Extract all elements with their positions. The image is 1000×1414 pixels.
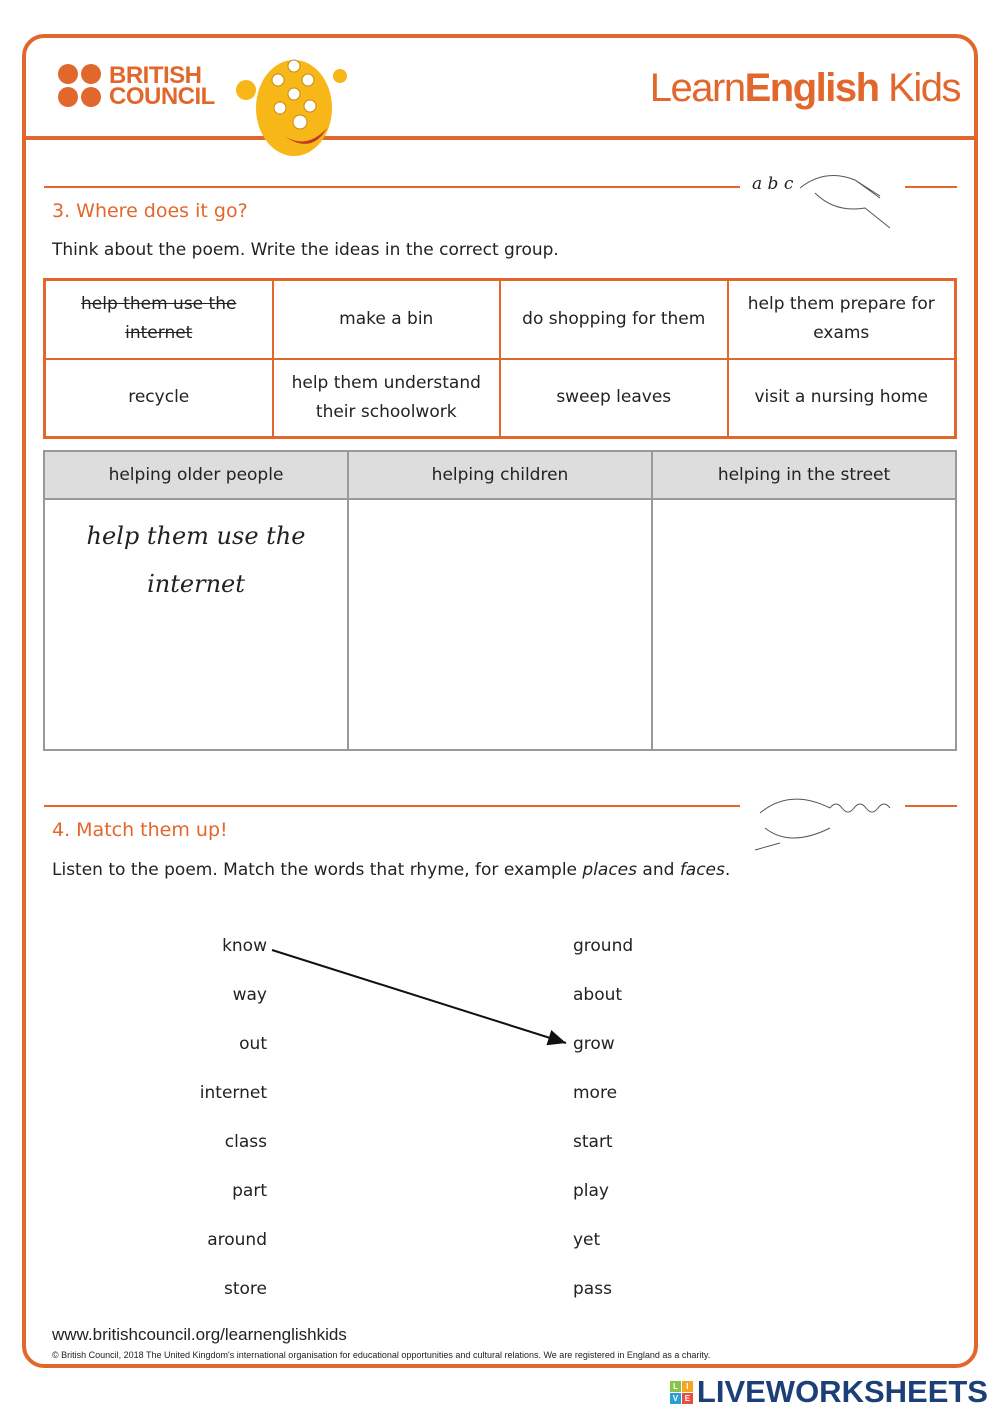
ideas-grid: [43, 278, 957, 439]
category-header: helping children: [348, 451, 652, 499]
live-icon: L I V E: [670, 1381, 693, 1404]
idea-card[interactable]: visit a nursing home: [728, 359, 956, 438]
header-divider: [24, 136, 976, 140]
writing-hand-squiggle-icon: [750, 788, 900, 858]
footer-url[interactable]: www.britishcouncil.org/learnenglishkids: [52, 1325, 347, 1344]
idea-card[interactable]: make a bin: [273, 280, 501, 359]
category-dropzone-older-people[interactable]: [44, 499, 348, 750]
section3-divider-right: [905, 186, 957, 188]
abc-handwriting: a b c: [752, 174, 794, 194]
section3-instruction: Think about the poem. Write the ideas in the correct group.: [52, 240, 559, 260]
match-left-word[interactable]: know: [222, 936, 267, 956]
match-right-word[interactable]: start: [573, 1132, 613, 1152]
section4-divider: [44, 805, 740, 807]
answer-text: help them use the internet: [86, 522, 306, 598]
match-left-word[interactable]: part: [232, 1181, 267, 1201]
section3-divider: [44, 186, 740, 188]
idea-card[interactable]: help them understand their schoolwork: [273, 359, 501, 438]
match-right-word[interactable]: play: [573, 1181, 609, 1201]
brand-line1: BRITISH: [109, 61, 202, 89]
idea-card[interactable]: help them use the internet: [45, 280, 273, 359]
idea-card[interactable]: help them prepare for exams: [728, 280, 956, 359]
match-left-word[interactable]: store: [224, 1279, 267, 1299]
category-dropzone-street[interactable]: [652, 499, 956, 750]
section4-divider-right: [905, 805, 957, 807]
match-right-word[interactable]: grow: [573, 1034, 615, 1054]
idea-card[interactable]: recycle: [45, 359, 273, 438]
match-right-word[interactable]: pass: [573, 1279, 612, 1299]
footer-copyright: © British Council, 2018 The United Kingdom's international organisation for educational opportunities and cultural relations. We are registered in England as a charity.: [52, 1350, 711, 1360]
match-right-word[interactable]: more: [573, 1083, 618, 1103]
match-left-word[interactable]: way: [232, 985, 267, 1005]
match-right-word[interactable]: about: [573, 985, 623, 1005]
category-header: helping in the street: [652, 451, 956, 499]
idea-card[interactable]: do shopping for them: [500, 280, 728, 359]
logo-dots-icon: [58, 64, 101, 107]
writing-hand-icon: [795, 168, 895, 233]
match-right-word[interactable]: yet: [573, 1230, 601, 1250]
learnenglish-kids-logo: LearnEnglish Kids: [649, 66, 960, 110]
category-dropzone-children[interactable]: [348, 499, 652, 750]
match-left-word[interactable]: out: [239, 1034, 267, 1054]
match-right-word[interactable]: ground: [573, 936, 634, 956]
section4-title: 4. Match them up!: [52, 819, 228, 841]
category-header: helping older people: [44, 451, 348, 499]
liveworksheets-logo: L I V E LIVEWORKSHEETS: [670, 1374, 988, 1410]
brand-line2: COUNCIL: [109, 82, 215, 110]
match-left-word[interactable]: internet: [199, 1083, 267, 1103]
section4-instruction: Listen to the poem. Match the words that rhyme, for example places and faces.: [52, 860, 731, 880]
category-table: [43, 450, 957, 751]
match-left-word[interactable]: class: [224, 1132, 267, 1152]
section3-title: 3. Where does it go?: [52, 200, 248, 222]
idea-card[interactable]: sweep leaves: [500, 359, 728, 438]
match-left-word[interactable]: around: [207, 1230, 267, 1250]
british-council-logo: [58, 61, 215, 110]
monster-mascot-icon: [232, 50, 347, 160]
